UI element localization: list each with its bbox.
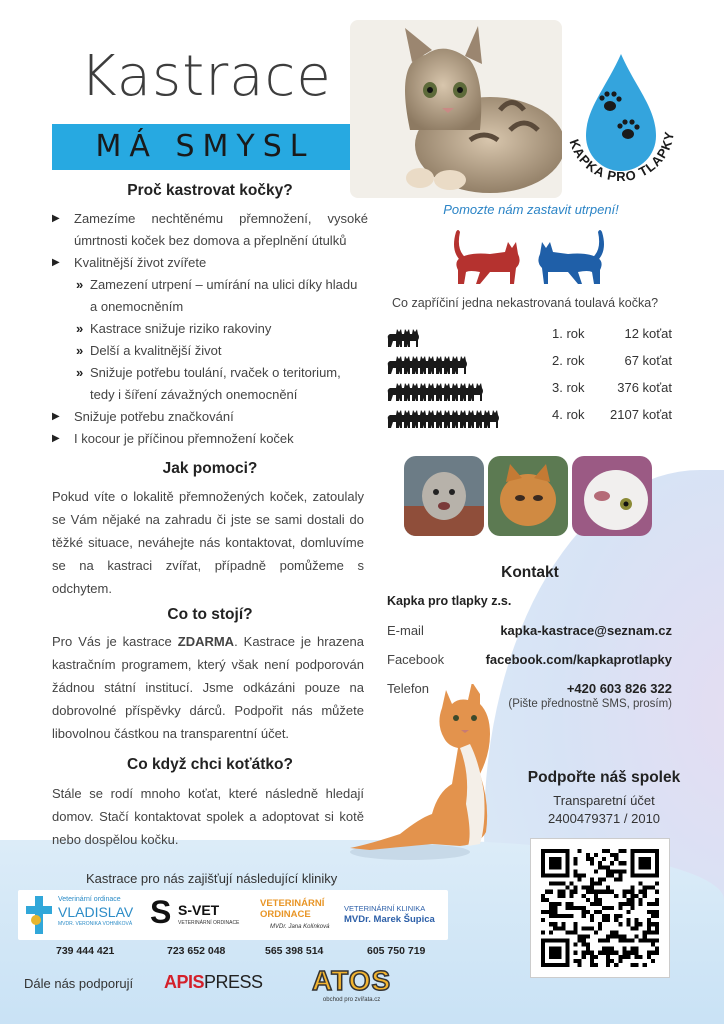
stats-count: 12 koťat <box>624 326 672 341</box>
account-number: 2400479371 / 2010 <box>547 811 661 826</box>
clinics-heading: Kastrace pro nás zajišťují následující kliniky <box>86 871 338 886</box>
why-item: ▶ Snižuje potřebu značkování <box>50 406 368 428</box>
why-list <box>50 208 368 450</box>
clinic-phone: 723 652 048 <box>167 945 226 957</box>
sitting-cat-illustration <box>340 684 510 864</box>
clinic-supica-logo: VETERINÁRNÍ KLINIKA MVDr. Marek Šupica <box>344 904 435 925</box>
phone-note: (Pište přednostně SMS, prosím) <box>508 698 672 710</box>
kitten-icons <box>386 351 546 377</box>
why-item: ▶ I kocour je příčinou přemnožení koček <box>50 428 368 450</box>
sick-cat-photo-2 <box>488 456 568 536</box>
kitten-icons <box>386 405 546 431</box>
facebook-label: Facebook <box>387 652 445 667</box>
clinics-logos <box>18 890 448 940</box>
red-cat-icon <box>454 230 520 284</box>
kitten-icons <box>386 324 546 350</box>
why-item: ▶ Zamezíme nechtěnému přemnožení, vysoké úmrtnosti koček bez domova a přeplnění útulků <box>50 208 368 252</box>
page-title: Kastrace <box>80 44 332 109</box>
clinic-phone: 565 398 514 <box>265 945 324 957</box>
stats-count: 67 koťat <box>624 353 672 368</box>
why-item: ▶ Kvalitnější život zvířete <box>50 252 368 274</box>
sick-cat-photo-3 <box>572 456 652 536</box>
contact-heading: Kontakt <box>501 564 559 581</box>
stats-count: 376 koťat <box>617 380 672 395</box>
stats-count: 2107 koťat <box>610 407 672 422</box>
account-label: Transparetní účet <box>553 793 655 808</box>
stats-year: 1. rok <box>552 326 585 341</box>
clinic-kolinkova-logo: VETERINÁRNÍ ORDINACE MVDr. Jana Kolínková <box>260 898 330 930</box>
stats-year: 4. rok <box>552 407 585 422</box>
slogan: Pomozte nám zastavit utrpení! <box>443 202 619 217</box>
atos-logo: ATOS obchod pro zvířata.cz <box>312 965 392 1003</box>
stats-question: Co zapříčiní jedna nekastrovaná toulavá kočka? <box>392 296 659 310</box>
cost-text: Pro Vás je kastrace ZDARMA. Kastrace je hrazena kastračním programem, který však není podporován žádnou státní institucí. Jsme odkázáni pouze na dobrovolné příspěvky dárců. Podpořit nás můžete libovolnou částkou na transparentní účet. <box>52 634 364 741</box>
kapka-pro-tlapky-logo <box>556 48 686 198</box>
stats-row <box>386 353 676 379</box>
help-text: Pokud víte o lokalitě přemnožených koček, zatoulaly se Vám nějaké na zahradu či jste se sami dostali do těžké situace, neváhejte nás kontaktovat, domluvíme se na kastraci zvířat, případně pomůžeme s odchytem. <box>52 489 364 596</box>
help-heading: Jak pomoci? <box>162 460 258 477</box>
why-subitem: » Snižuje potřebu toulání, rvaček o teritorium, tedy i šíření závažných onemocnění <box>76 365 341 402</box>
email-link[interactable]: kapka-kastrace@seznam.cz <box>500 623 672 638</box>
stats-year: 3. rok <box>552 380 585 395</box>
cost-heading: Co to stojí? <box>167 606 253 623</box>
phone-label: Telefon <box>387 681 429 696</box>
qr-code[interactable] <box>530 838 670 978</box>
kitten-text: Stále se rodí mnoho koťat, které následně hledají domov. Stačí kontaktovat spolek a adoptovat si kotě nebo dospělou kočku. <box>52 786 364 847</box>
clinic-svet-logo: S S-VET VETERINÁRNÍ ORDINACE <box>150 894 240 930</box>
logo-text: KAPKA PRO TLAPKY <box>566 129 678 185</box>
why-subitem: » Kastrace snižuje riziko rakoviny <box>76 321 272 336</box>
blue-cat-icon <box>538 230 604 284</box>
stats-row <box>386 380 676 406</box>
org-name: Kapka pro tlapky z.s. <box>387 594 512 608</box>
cat-silhouettes <box>450 222 610 292</box>
apispress-logo: APISPRESS <box>164 972 263 992</box>
phone-link[interactable]: +420 603 826 322 <box>566 681 672 696</box>
sick-cat-photo-1 <box>404 456 484 536</box>
clinic-phone: 739 444 421 <box>56 945 115 957</box>
clinic-vladislav-logo: Veterinární ordinace VLADISLAV MVDR. VERONIKA VOHNÍKOVÁ <box>22 890 140 940</box>
why-heading: Proč kastrovat kočky? <box>127 182 293 199</box>
kitten-photo <box>350 20 562 198</box>
facebook-link[interactable]: facebook.com/kapkaprotlapky <box>485 652 672 667</box>
why-subitem: » Delší a kvalitnější život <box>76 343 222 358</box>
kitten-icons <box>386 378 546 404</box>
subtitle-bar <box>52 124 358 170</box>
why-subitem: » Zamezení utrpení – umírání na ulici díky hladu a onemocněním <box>76 277 358 314</box>
supporters-label: Dále nás podporují <box>24 976 134 991</box>
stats-row <box>386 407 676 433</box>
stats-year: 2. rok <box>552 353 585 368</box>
clinic-phone: 605 750 719 <box>367 945 426 957</box>
email-label: E-mail <box>387 623 424 638</box>
stats-row <box>386 326 676 352</box>
page-subtitle: MÁ SMYSL <box>95 129 315 164</box>
kitten-heading: Co když chci koťátko? <box>127 756 293 773</box>
support-heading: Podpořte náš spolek <box>527 769 681 786</box>
